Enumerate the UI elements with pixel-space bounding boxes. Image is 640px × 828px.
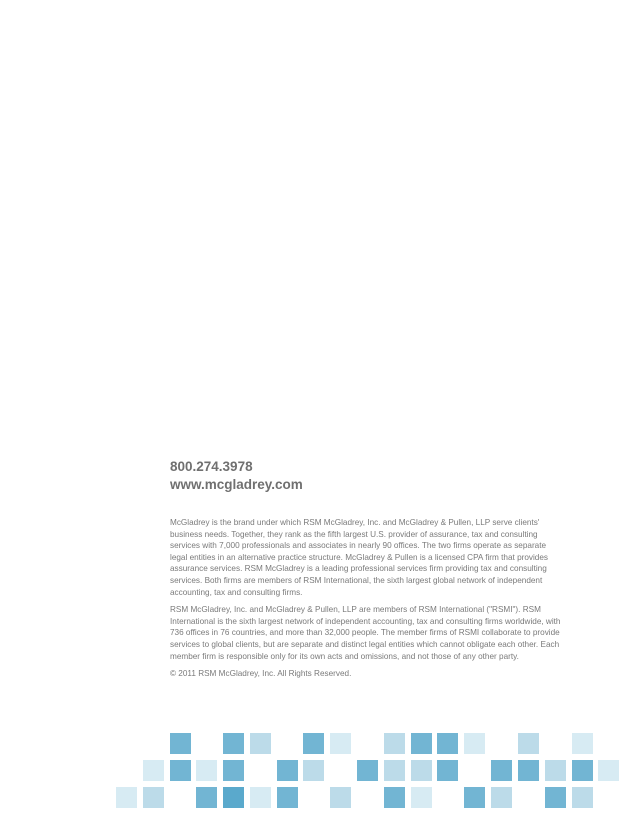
pattern-square <box>250 733 271 754</box>
pattern-square <box>518 733 539 754</box>
pattern-square <box>518 760 539 781</box>
pattern-square <box>223 787 244 808</box>
pattern-square <box>277 760 298 781</box>
pattern-square <box>491 760 512 781</box>
pattern-square <box>572 787 593 808</box>
pattern-square <box>545 760 566 781</box>
pattern-square <box>116 787 137 808</box>
pattern-square <box>303 733 324 754</box>
pattern-square <box>572 760 593 781</box>
pattern-square <box>411 760 432 781</box>
about-paragraph: McGladrey is the brand under which RSM McGladrey, Inc. and McGladrey & Pullen, LLP serve clients' business needs. Together, they rank as the fifth largest U.S. provider of assurance, tax and consulting services with 7,000 professionals and associates in nearly 90 offices. The two firms operate as separate legal entities in an alternative practice structure. McGladrey & Pullen is a licensed CPA firm that provides assurance services. RSM McGladrey is a leading professional services firm providing tax and consulting services. Both firms are members of RSM International, the sixth largest global network of independent accounting, tax and consulting firms. <box>170 518 549 597</box>
pattern-square <box>170 760 191 781</box>
copyright-notice: © 2011 RSM McGladrey, Inc. All Rights Reserved. <box>170 669 352 679</box>
pattern-square <box>223 760 244 781</box>
pattern-square <box>277 787 298 808</box>
pattern-square <box>464 787 485 808</box>
pattern-square <box>196 760 217 781</box>
pattern-square <box>464 733 485 754</box>
pattern-square <box>437 733 458 754</box>
phone-number: 800.274.3978 <box>170 459 253 474</box>
pattern-square <box>143 787 164 808</box>
pattern-square <box>411 787 432 808</box>
legal-text <box>170 517 562 686</box>
pattern-square <box>303 760 324 781</box>
website-link[interactable]: www.mcgladrey.com <box>170 477 303 492</box>
pattern-square <box>330 787 351 808</box>
pattern-square <box>572 733 593 754</box>
pattern-square <box>330 733 351 754</box>
pattern-square <box>143 760 164 781</box>
contact-block <box>170 458 303 494</box>
pattern-square <box>598 760 619 781</box>
pattern-square <box>170 733 191 754</box>
pattern-square <box>250 787 271 808</box>
pattern-square <box>384 733 405 754</box>
pattern-square <box>223 733 244 754</box>
pattern-square <box>545 787 566 808</box>
pattern-square <box>411 733 432 754</box>
rsmi-paragraph: RSM McGladrey, Inc. and McGladrey & Pullen, LLP are members of RSM International ("RSMI"). RSM International is the sixth largest network of independent accounting, tax and consulting firms worldwide, with 736 offices in 76 countries, and more than 32,000 people. The member firms of RSMI collaborate to provide services to global clients, but are separate and distinct legal entities which cannot obligate each other. Each member firm is responsible only for its own acts and omissions, and not those of any other party. <box>170 605 561 661</box>
pattern-square <box>384 760 405 781</box>
pattern-square <box>491 787 512 808</box>
pattern-square <box>196 787 217 808</box>
pattern-square <box>357 760 378 781</box>
pattern-square <box>437 760 458 781</box>
pattern-square <box>384 787 405 808</box>
